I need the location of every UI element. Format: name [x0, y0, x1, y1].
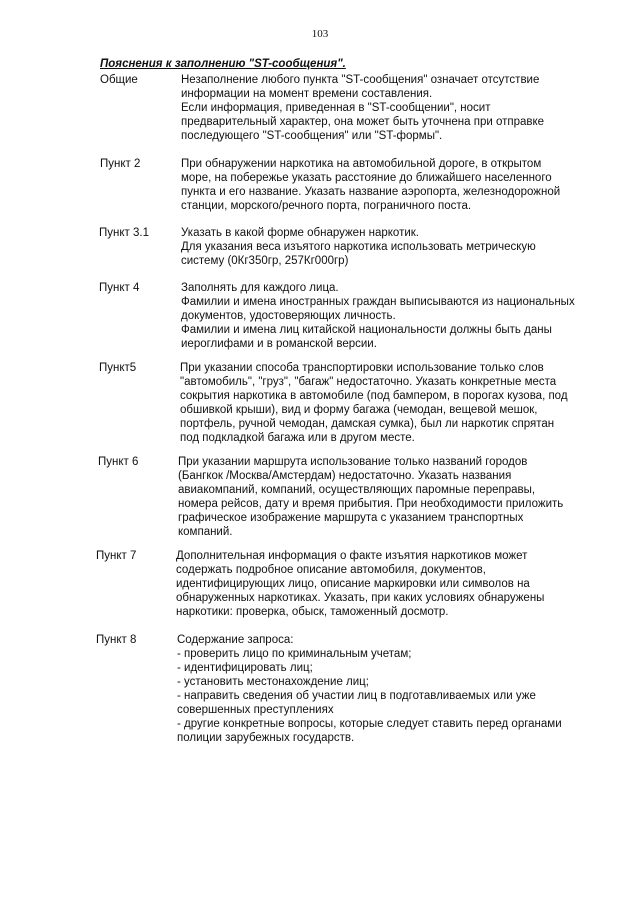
section-line: (Бангкок /Москва/Амстердам) недостаточно. Указать названия — [178, 470, 512, 482]
section-line: Незаполнение любого пункта "ST-сообщения" означает отсутствие — [181, 74, 540, 86]
section-line: - идентифицировать лиц; — [177, 662, 313, 674]
section-line: предварительный характер, она может быть уточнена при отправке — [181, 116, 545, 128]
section-line: море, на побережье указать расстояние до ближайшего населенного — [181, 172, 552, 184]
section-line: - направить сведения об участии лиц в подготавливаемых или уже — [177, 690, 536, 702]
section-line: сокрытия наркотика в автомобиле (под бампером, в порогах кузова, под — [180, 390, 568, 402]
section-line: При указании маршрута использование только названий городов — [178, 456, 528, 468]
section-line: Указать в какой форме обнаружен наркотик. — [181, 227, 419, 239]
section-line: последующего "ST-сообщения" или "ST-формы". — [181, 130, 443, 142]
section-line: - установить местонахождение лиц; — [177, 676, 369, 688]
page-number: 103 — [311, 28, 329, 40]
section-body — [181, 73, 601, 143]
section-line: "автомобиль", "груз", "багаж" недостаточно. Указать конкретные места — [180, 376, 557, 388]
section-line: систему (0Кг350гр, 257Кг000гр) — [181, 255, 349, 267]
document-title: Пояснения к заполнению "ST-сообщения". — [100, 58, 346, 70]
section-line: Для указания веса изъятого наркотика использовать метрическую — [181, 241, 536, 253]
section-line: документов, удостоверяющих личность. — [181, 310, 396, 322]
section-label: Пункт 7 — [96, 550, 137, 562]
section-line: Дополнительная информация о факте изъятия наркотиков может — [176, 550, 528, 562]
section-line: обшивкой крыши), вид и форму багажа (чемодан, вещевой мешок, — [180, 404, 538, 416]
section-line: пункта и его название. Указать название аэропорта, железнодорожной — [181, 186, 561, 198]
section-line: номера рейсов, дату и время прибытия. При необходимости приложить — [178, 498, 564, 510]
section-line: графическое изображение маршрута с указанием транспортных — [178, 512, 524, 524]
section-line: под подкладкой багажа или в другом месте. — [180, 432, 415, 444]
section-label: Пункт 4 — [99, 282, 140, 294]
section-line: Заполнять для каждого лица. — [181, 282, 339, 294]
section-line: станции, морского/речного порта, пограничного поста. — [181, 200, 472, 212]
section-line: наркотики: проверка, обыск, таможенный досмотр. — [176, 606, 449, 618]
section-line: полиции зарубежных государств. — [177, 732, 355, 744]
section-line: идентифицирующих лицо, описание маркировки или символов на — [176, 578, 530, 590]
section-line: содержать подробное описание автомобиля, документов, — [176, 564, 486, 576]
section-line: обнаруженных наркотиках. Указать, при каких условиях обнаружены — [176, 592, 545, 604]
section-body — [178, 455, 598, 539]
section-body — [176, 549, 596, 619]
section-line: портфель, ручной чемодан, дамская сумка), был ли наркотик спрятан — [180, 418, 555, 430]
section-body — [181, 281, 601, 351]
section-line: авиакомпаний, компаний, осуществляющих паромные переправы, — [178, 484, 536, 496]
section-label: Пункт 2 — [100, 158, 141, 170]
section-label: Пункт 3.1 — [99, 227, 149, 239]
section-line: Фамилии и имена иностранных граждан выписываются из национальных — [181, 296, 575, 308]
section-line: Если информация, приведенная в "ST-сообщении", носит — [181, 102, 491, 114]
section-body — [180, 361, 600, 445]
section-line: Фамилии и имена лиц китайской национальности должны быть даны — [181, 324, 552, 336]
section-line: информации на момент времени составления. — [181, 88, 433, 100]
section-line: - проверить лицо по криминальным учетам; — [177, 648, 412, 660]
section-line: - другие конкретные вопросы, которые следует ставить перед органами — [177, 718, 562, 730]
section-line: компаний. — [178, 526, 233, 538]
section-line: Содержание запроса: — [177, 634, 294, 646]
section-line: При обнаружении наркотика на автомобильной дороге, в открытом — [181, 158, 542, 170]
section-label: Общие — [100, 74, 138, 86]
section-label: Пункт 6 — [98, 456, 139, 468]
section-body — [181, 226, 601, 268]
section-label: Пункт 8 — [96, 634, 137, 646]
section-line: При указании способа транспортировки использование только слов — [180, 362, 544, 374]
section-body — [181, 157, 601, 213]
section-label: Пункт5 — [99, 362, 137, 374]
section-body — [177, 633, 597, 745]
section-line: иероглифами и в романской версии. — [181, 338, 377, 350]
section-line: совершенных преступлениях — [177, 704, 334, 716]
